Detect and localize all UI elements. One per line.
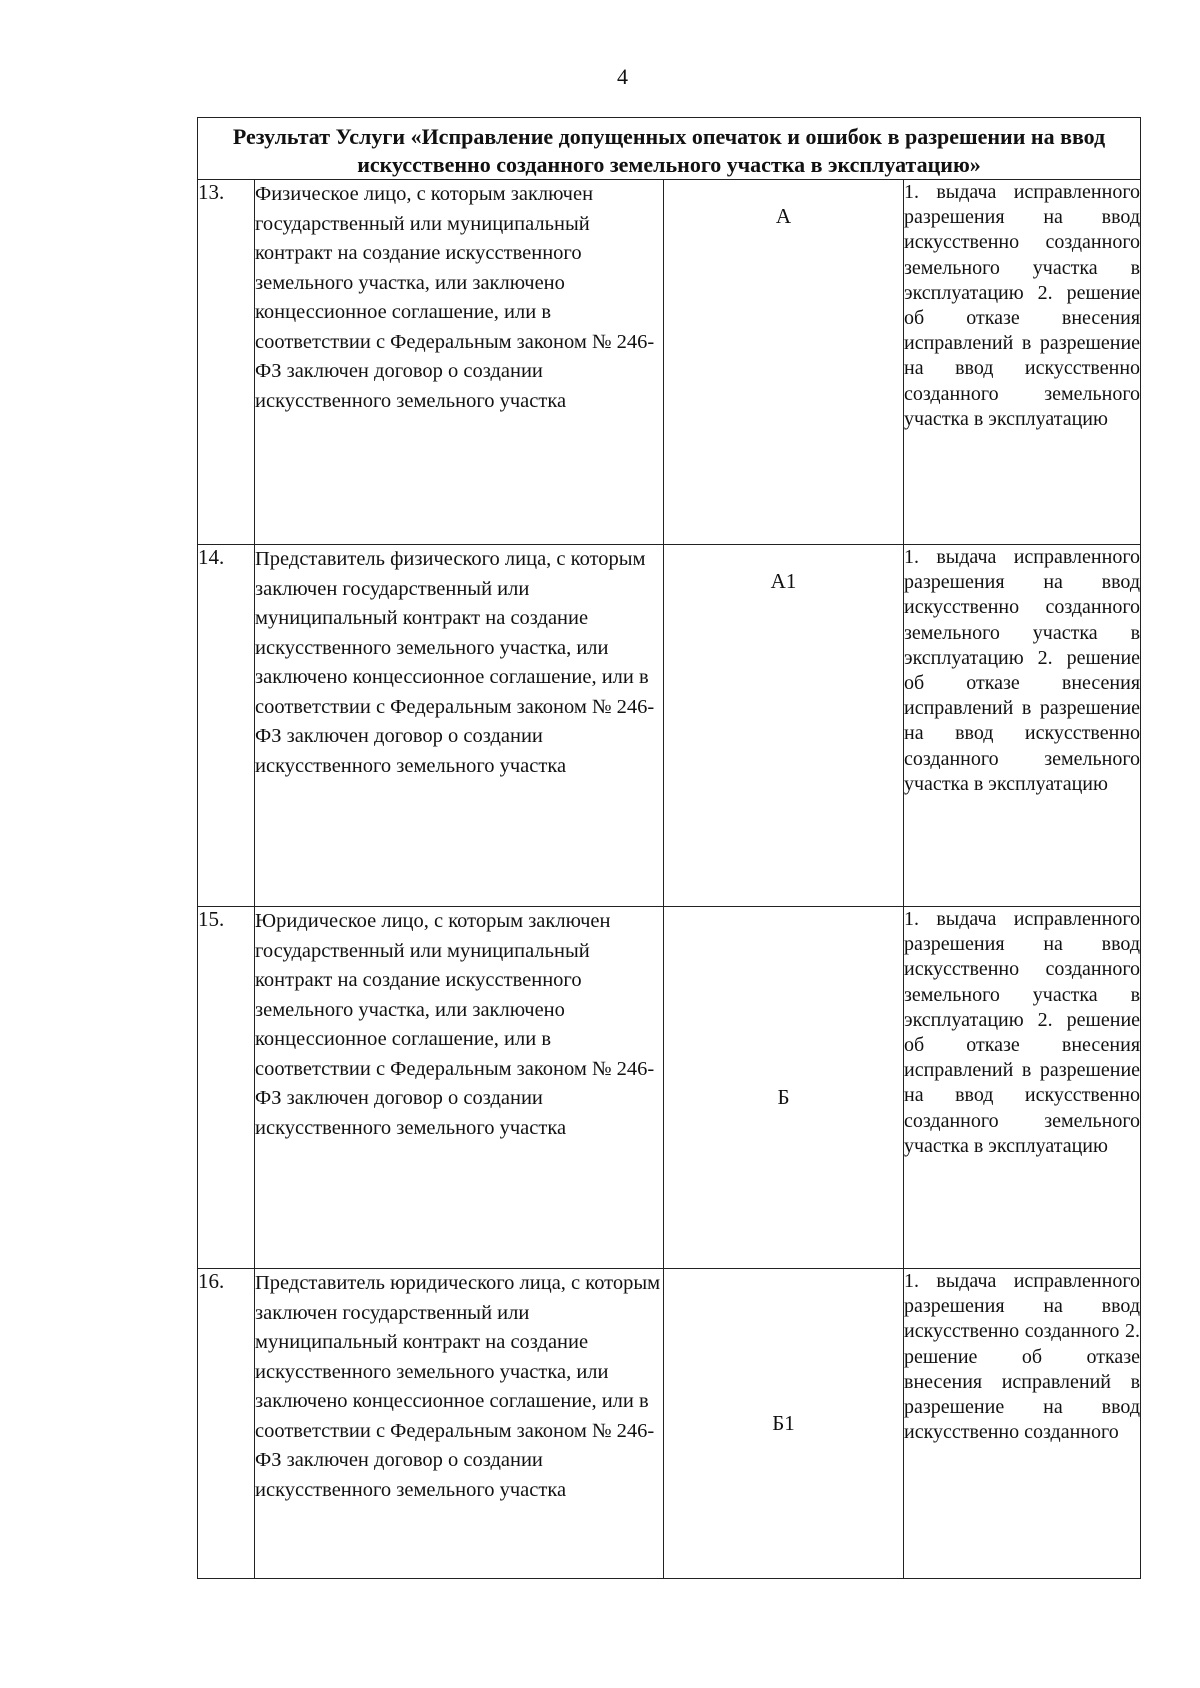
code-label: Б1: [772, 1411, 795, 1435]
result-cell: [904, 180, 1141, 545]
result-text: 1. выдача исправленного разрешения на ввод искусственно созданного земельного участка в эксплуатацию 2. решение об отказе внесения исправлений в разрешение на ввод искусственно созданного земельного участка в эксплуатацию: [904, 908, 1141, 1157]
applicant-cell: Юридическое лицо, с которым заключен государственный или муниципальный контракт на создание искусственного земельного участка, или заключено концессионное соглашение, или в соответствии с Федеральным законом № 246-ФЗ заключен договор о создании искусственного земельного участка: [255, 907, 664, 1269]
result-cell: [904, 1269, 1141, 1579]
table-row: [198, 180, 1141, 545]
code-cell: [664, 545, 904, 907]
code-cell: [664, 180, 904, 545]
results-table: [197, 117, 1141, 1579]
row-number: 15.: [198, 907, 255, 1269]
result-cell: [904, 907, 1141, 1269]
row-number: 13.: [198, 180, 255, 545]
result-text: 1. выдача исправленного разрешения на ввод искусственно созданного земельного участка в эксплуатацию 2. решение об отказе внесения исправлений в разрешение на ввод искусственно созданного земельного участка в эксплуатацию: [904, 546, 1141, 795]
page-number: 4: [617, 64, 628, 89]
applicant-cell: Представитель физического лица, с которым заключен государственный или муниципальный контракт на создание искусственного земельного участка, или заключено концессионное соглашение, или в соответствии с Федеральным законом № 246-ФЗ заключен договор о создании искусственного земельного участка: [255, 545, 664, 907]
row-number: 14.: [198, 545, 255, 907]
table-caption: Результат Услуги «Исправление допущенных опечаток и ошибок в разрешении на ввод искусственно созданного земельного участка в эксплуатацию»: [198, 118, 1141, 180]
code-cell: [664, 1269, 904, 1579]
table-row: [198, 545, 1141, 907]
result-cell: [904, 545, 1141, 907]
table-row: [198, 1269, 1141, 1579]
result-text: 1. выдача исправленного разрешения на ввод искусственно созданного земельного участка в эксплуатацию 2. решение об отказе внесения исправлений в разрешение на ввод искусственно созданного земельного участка в эксплуатацию: [904, 181, 1141, 430]
code-label: Б: [777, 1085, 790, 1109]
applicant-cell: Представитель юридического лица, с которым заключен государственный или муниципальный контракт на создание искусственного земельного участка, или заключено концессионное соглашение, или в соответствии с Федеральным законом № 246-ФЗ заключен договор о создании искусственного земельного участка: [255, 1269, 664, 1579]
result-text: 1. выдача исправленного разрешения на ввод искусственно созданного 2. решение об отказе внесения исправлений в разрешение на ввод искусственно созданного: [904, 1270, 1141, 1444]
applicant-cell: Физическое лицо, с которым заключен государственный или муниципальный контракт на создание искусственного земельного участка, или заключено концессионное соглашение, или в соответствии с Федеральным законом № 246-ФЗ заключен договор о создании искусственного земельного участка: [255, 180, 664, 545]
table-caption-row: [198, 118, 1141, 180]
code-label: А1: [770, 569, 797, 593]
code-cell: [664, 907, 904, 1269]
row-number: 16.: [198, 1269, 255, 1579]
table-row: [198, 907, 1141, 1269]
code-label: А: [775, 204, 792, 228]
